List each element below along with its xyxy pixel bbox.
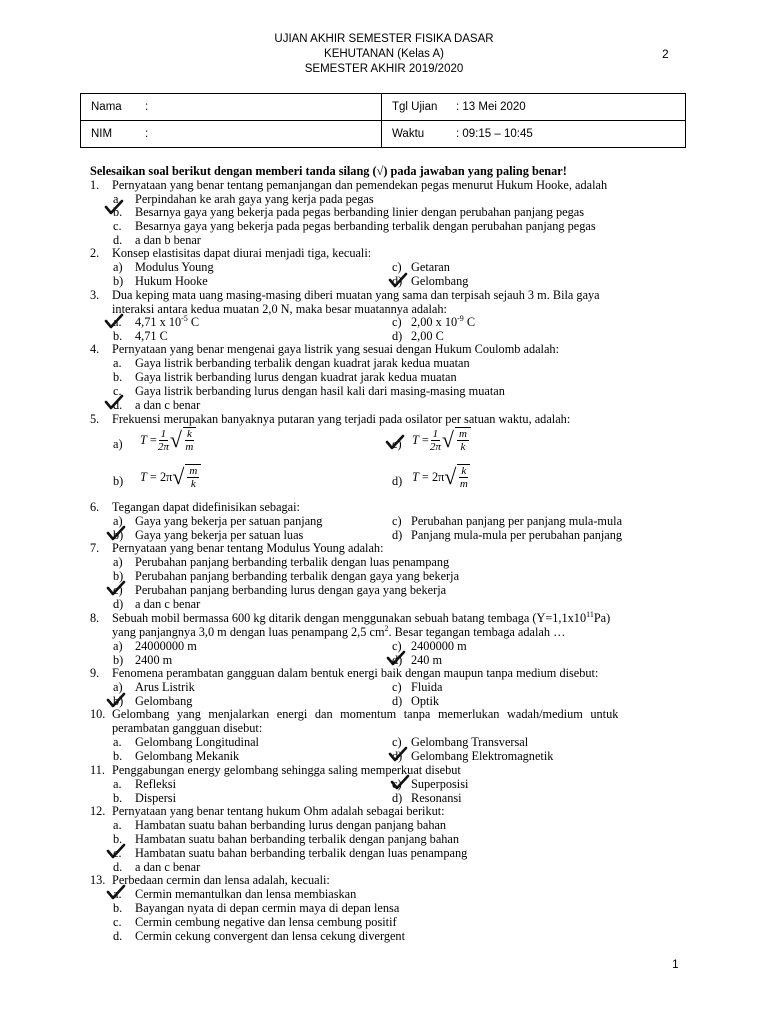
exam-semester: SEMESTER AKHIR 2019/2020 (304, 63, 464, 75)
q4-c-label: c. (113, 384, 122, 398)
check-mark-icon (106, 692, 126, 708)
nim-label: NIM (91, 128, 113, 140)
q4-a-text[interactable]: Gaya listrik berbanding terbalik dengan kuadrat jarak kedua muatan (135, 356, 470, 370)
q11-d-text[interactable]: Resonansi (411, 791, 462, 805)
q10-number: 10. (90, 707, 106, 721)
q7-d-text[interactable]: a dan c benar (135, 597, 201, 611)
q11-b-label: b. (113, 791, 123, 805)
q2-d-label: d) (392, 274, 403, 288)
q9-c-label: c) (392, 680, 402, 694)
student-info-table (80, 93, 686, 148)
q2-d-text[interactable]: Gelombang (411, 274, 469, 288)
q8-a-label: a) (113, 639, 123, 653)
nama-cell[interactable] (81, 94, 382, 121)
q4-d-text[interactable]: a dan c benar (135, 398, 201, 412)
q4-a-label: a. (113, 356, 122, 370)
tgl-ujian-value: : 13 Mei 2020 (456, 101, 526, 113)
q13-a-label: a. (113, 887, 122, 901)
check-mark-icon (106, 843, 126, 859)
q6-c-text[interactable]: Perubahan panjang per panjang mula-mula (411, 514, 623, 528)
q6-c-label: c) (392, 514, 402, 528)
q10-text-line2: perambatan gangguan disebut: (112, 721, 263, 735)
q11-d-label: d) (392, 791, 403, 805)
q10-d-text[interactable]: Gelombang Elektromagnetik (411, 749, 554, 763)
q7-c-label: c) (113, 583, 123, 597)
q9-text: Fenomena perambatan gangguan dalam bentuk energi baik dengan maupun tanpa medium disebut: (112, 666, 599, 680)
q8-c-text[interactable]: 2400000 m (411, 639, 467, 653)
q4-number: 4. (90, 342, 100, 356)
q6-b-text[interactable]: Gaya yang bekerja per satuan luas (135, 528, 304, 542)
q10-text: Gelombang yang menjalarkan energi dan momentum tanpa memerlukan wadah/medium untuk (112, 707, 619, 721)
q5-number: 5. (90, 412, 100, 426)
q13-b-label: b. (113, 901, 123, 915)
q8-number: 8. (90, 611, 100, 625)
waktu-value: : 09:15 – 10:45 (456, 128, 533, 140)
check-mark-icon (106, 525, 126, 541)
q11-number: 11. (90, 763, 105, 777)
q5-text: Frekuensi merupakan banyaknya putaran yang terjadi pada osilator per satuan waktu, adalah: (112, 412, 571, 426)
q5-b-label: b) (113, 474, 124, 488)
q2-c-text[interactable]: Getaran (411, 260, 450, 274)
q13-a-text[interactable]: Cermin memantulkan dan lensa membiaskan (135, 887, 357, 901)
q9-a-text[interactable]: Arus Listrik (135, 680, 195, 694)
q10-d-label: d) (392, 749, 403, 763)
q2-b-text[interactable]: Hukum Hooke (135, 274, 208, 288)
q7-c-text[interactable]: Perubahan panjang berbanding lurus dengan gaya yang bekerja (135, 583, 447, 597)
nim-cell[interactable] (81, 121, 382, 148)
q8-c-label: c) (392, 639, 402, 653)
q1-c-text[interactable]: Besarnya gaya yang bekerja pada pegas berbanding terbalik dengan perubahan panjang pegas (135, 219, 596, 233)
q9-b-label: b) (113, 694, 124, 708)
q9-a-label: a) (113, 680, 123, 694)
q12-a-text[interactable]: Hambatan suatu bahan berbanding lurus dengan panjang bahan (135, 818, 447, 832)
q11-text: Penggabungan energy gelombang sehingga saling memperkuat disebut (112, 763, 461, 777)
page-number-bottom: 1 (672, 957, 679, 971)
q2-c-label: c) (392, 260, 402, 274)
q7-d-label: d) (113, 597, 124, 611)
q4-d-label: d. (113, 398, 123, 412)
q8-b-label: b) (113, 653, 124, 667)
q3-b-text[interactable]: 4,71 C (135, 329, 168, 343)
check-mark-icon (388, 272, 408, 288)
q3-d-label: d) (392, 329, 403, 343)
q1-c-label: c. (113, 219, 122, 233)
q3-b-label: b. (113, 329, 123, 343)
check-mark-icon (390, 774, 410, 790)
q1-number: 1. (90, 178, 100, 192)
check-mark-icon (385, 434, 405, 450)
q7-a-text[interactable]: Perubahan panjang berbanding terbalik dengan luas penampang (135, 555, 450, 569)
q3-a-text[interactable]: 4,71 x $10^{-5}$ C (135, 313, 200, 329)
q13-number: 13. (90, 873, 106, 887)
q4-b-label: b. (113, 370, 123, 384)
q3-number: 3. (90, 288, 100, 302)
q13-d-text[interactable]: Cermin cekung convergent dan lensa cekung divergent (135, 929, 405, 943)
q1-a-label: a. (113, 192, 122, 206)
q12-c-text[interactable]: Hambatan suatu bahan berbanding terbalik dengan luas penampang (135, 846, 468, 860)
q1-d-text[interactable]: a dan b benar (135, 233, 201, 247)
q8-d-label: d) (392, 653, 403, 667)
q5-c-label: c) (392, 437, 402, 451)
check-mark-icon (106, 884, 126, 900)
q1-a-text[interactable]: Perpindahan ke arah gaya yang kerja pada pegas (135, 192, 374, 206)
q10-a-label: a. (113, 735, 122, 749)
q10-a-text[interactable]: Gelombang Longitudinal (135, 735, 259, 749)
q13-c-label: c. (113, 915, 122, 929)
q11-a-text[interactable]: Refleksi (135, 777, 176, 791)
q11-c-label: c) (392, 777, 402, 791)
q9-number: 9. (90, 666, 100, 680)
nama-value: : (145, 101, 149, 113)
q5-c-formula[interactable]: T = $\frac{1}{2\pi}$ √ $\frac{m}{k}$ (412, 427, 472, 453)
exam-class: KEHUTANAN (Kelas A) (324, 48, 444, 60)
q12-b-text[interactable]: Hambatan suatu bahan berbanding terbalik dengan panjang bahan (135, 832, 460, 846)
exam-title: UJIAN AKHIR SEMESTER FISIKA DASAR (274, 33, 494, 45)
q6-d-text[interactable]: Panjang mula-mula per perubahan panjang (411, 528, 623, 542)
q7-a-label: a) (113, 555, 123, 569)
q5-d-formula[interactable]: T = 2π √ $\frac{k}{m}$ (412, 464, 471, 490)
q12-d-label: d. (113, 860, 123, 874)
q8-d-text[interactable]: 240 m (411, 653, 443, 667)
q5-b-formula[interactable]: T = 2π √ $\frac{m}{k}$ (140, 464, 202, 490)
q5-a-formula[interactable]: T = $\frac{1}{2\pi}$ √ $\frac{k}{m}$ (140, 427, 197, 453)
q13-d-label: d. (113, 929, 123, 943)
q12-a-label: a. (113, 818, 122, 832)
q12-number: 12. (90, 804, 106, 818)
q8-a-text[interactable]: 24000000 m (135, 639, 197, 653)
q13-c-text[interactable]: Cermin cembung negative dan lensa cembung positif (135, 915, 397, 929)
q7-text: Pernyataan yang benar tentang Modulus Young adalah: (112, 541, 384, 555)
q2-b-label: b) (113, 274, 124, 288)
q12-c-label: c. (113, 846, 122, 860)
check-mark-icon (386, 650, 406, 666)
q1-b-text[interactable]: Besarnya gaya yang bekerja pada pegas berbanding linier dengan perubahan panjang pegas (135, 205, 584, 219)
q6-text: Tegangan dapat didefinisikan sebagai: (112, 500, 300, 514)
q5-a-label: a) (113, 437, 123, 451)
q9-d-label: d) (392, 694, 403, 708)
q4-text: Pernyataan yang benar mengenai gaya listrik yang sesuai dengan Hukum Coulomb adalah: (112, 342, 559, 356)
q7-number: 7. (90, 541, 100, 555)
q6-a-label: a) (113, 514, 123, 528)
q9-c-text[interactable]: Fluida (411, 680, 443, 694)
q12-d-text[interactable]: a dan c benar (135, 860, 201, 874)
q2-a-label: a) (113, 260, 123, 274)
q9-b-text[interactable]: Gelombang (135, 694, 193, 708)
q10-c-label: c) (392, 735, 402, 749)
q10-c-text[interactable]: Gelombang Transversal (411, 735, 529, 749)
q7-b-text[interactable]: Perubahan panjang berbanding terbalik dengan gaya yang bekerja (135, 569, 460, 583)
q13-b-text[interactable]: Bayangan nyata di depan cermin maya di depan lensa (135, 901, 400, 915)
q2-a-text[interactable]: Modulus Young (135, 260, 214, 274)
q11-a-label: a. (113, 777, 122, 791)
tgl-ujian-cell (382, 94, 686, 121)
q6-b-label: b) (113, 528, 124, 542)
q5-d-label: d) (392, 474, 403, 488)
q3-c-text[interactable]: 2,00 x $10^{-9}$ C (411, 313, 476, 329)
check-mark-icon (104, 394, 124, 410)
q7-b-label: b) (113, 569, 124, 583)
q1-b-label: b. (113, 205, 123, 219)
q3-text-line2: interaksi antara kedua muatan 2,0 N, maka besar muatannya adalah: (112, 302, 447, 316)
check-mark-icon (104, 199, 124, 215)
q3-c-label: c) (392, 315, 402, 329)
q12-text: Pernyataan yang benar tentang hukum Ohm adalah sebagai berikut: (112, 804, 445, 818)
nim-value: : (145, 128, 149, 140)
q3-d-text[interactable]: 2,00 C (411, 329, 444, 343)
q10-b-label: b. (113, 749, 123, 763)
check-mark-icon (388, 746, 408, 762)
instruction: Selesaikan soal berikut dengan memberi tanda silang (√) pada jawaban yang paling benar! (90, 164, 567, 178)
waktu-label: Waktu (392, 128, 425, 140)
check-mark-icon (104, 313, 124, 329)
q6-d-label: d) (392, 528, 403, 542)
q6-a-text[interactable]: Gaya yang bekerja per satuan panjang (135, 514, 323, 528)
q2-text: Konsep elastisitas dapat diurai menjadi tiga, kecuali: (112, 246, 372, 260)
q3-text: Dua keping mata uang masing-masing diberi muatan yang sama dan terpisah sejauh 3 m. Bila gaya (112, 288, 600, 302)
q3-a-label: a. (113, 315, 122, 329)
q11-c-text[interactable]: Superposisi (411, 777, 469, 791)
q13-text: Perbedaan cermin dan lensa adalah, kecuali: (112, 873, 330, 887)
q8-text: Sebuah mobil bermassa 600 kg ditarik dengan menggunakan sebuah batang tembaga $(Y=1,1x10^{11}Pa)$ (112, 609, 611, 625)
q10-b-text[interactable]: Gelombang Mekanik (135, 749, 240, 763)
check-mark-icon (106, 580, 126, 596)
waktu-cell (382, 121, 686, 148)
q6-number: 6. (90, 500, 100, 514)
q11-b-text[interactable]: Dispersi (135, 791, 176, 805)
page-number-top: 2 (662, 47, 669, 61)
tgl-ujian-label: Tgl Ujian (392, 101, 438, 113)
q1-text: Pernyataan yang benar tentang pemanjangan dan pemendekan pegas menurut Hukum Hooke, adalah (112, 178, 608, 192)
q9-d-text[interactable]: Optik (411, 694, 440, 708)
q4-b-text[interactable]: Gaya listrik berbanding lurus dengan kuadrat jarak kedua muatan (135, 370, 457, 384)
q4-c-text[interactable]: Gaya listrik berbanding lurus dengan hasil kali dari masing-masing muatan (135, 384, 505, 398)
q8-text-line2: yang panjangnya 3,0 m dengan luas penampang 2,5 $cm^2$. Besar tegangan tembaga adalah … (112, 623, 566, 639)
nama-label: Nama (91, 101, 122, 113)
q1-d-label: d. (113, 233, 123, 247)
q8-b-text[interactable]: 2400 m (135, 653, 173, 667)
q12-b-label: b. (113, 832, 123, 846)
q2-number: 2. (90, 246, 100, 260)
